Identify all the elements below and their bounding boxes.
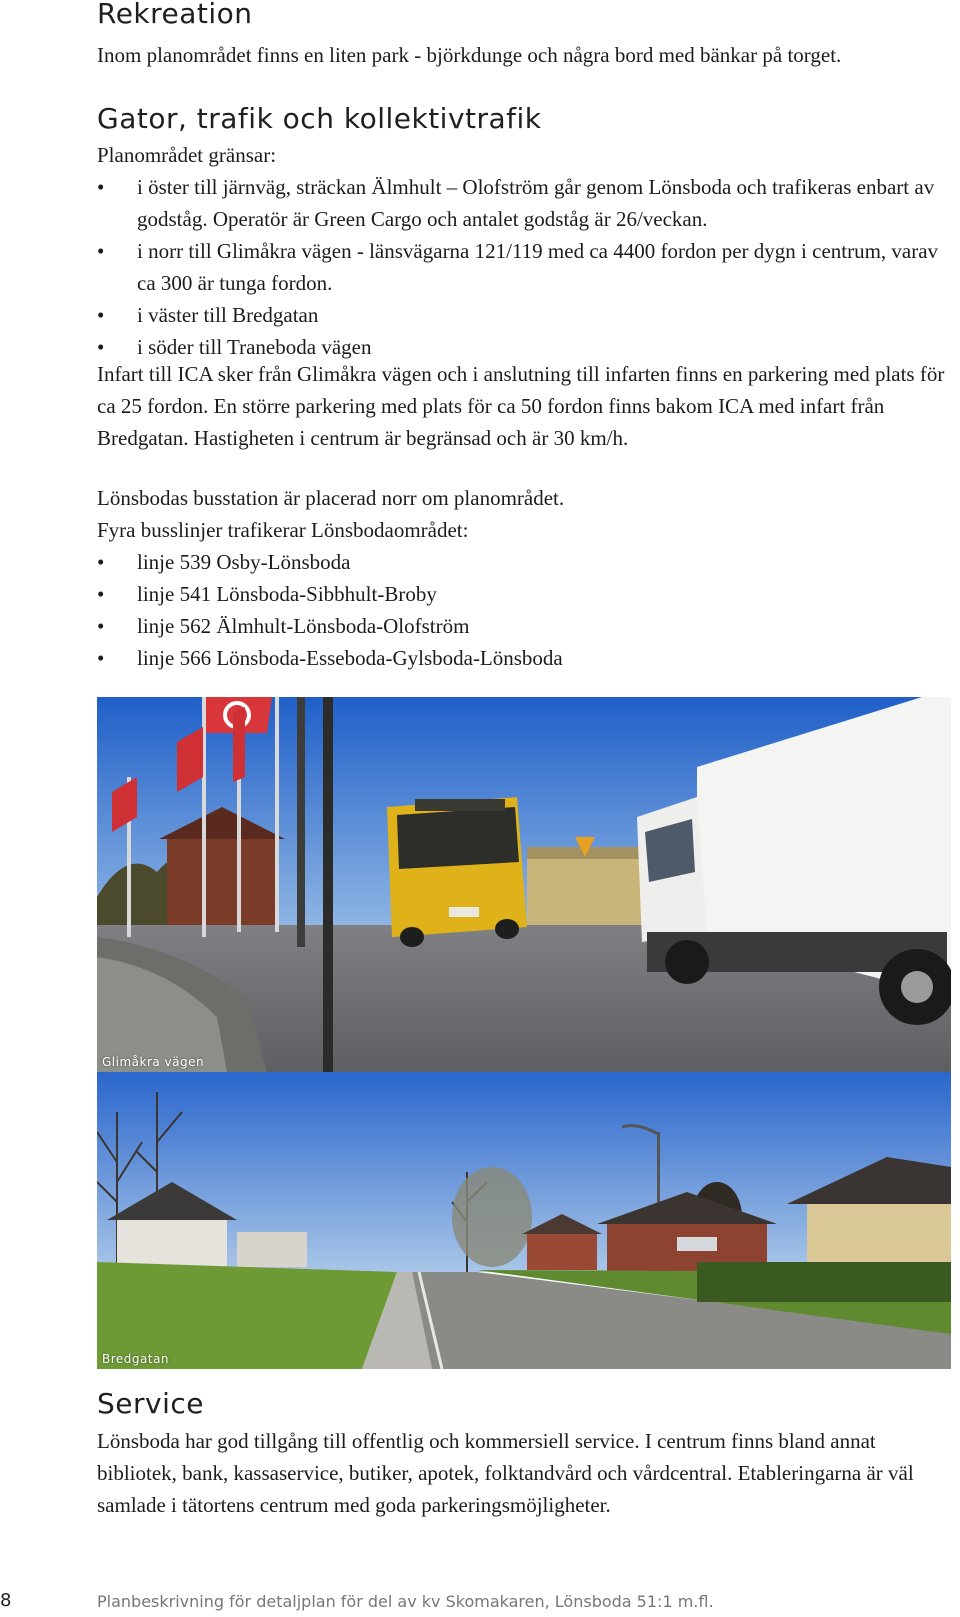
bus-station-text: Lönsbodas busstation är placerad norr om planområdet. (97, 486, 565, 510)
heading-gator: Gator, trafik och kollektivtrafik (97, 102, 542, 135)
border-list (97, 171, 947, 363)
list-item: • i söder till Traneboda vägen (97, 331, 947, 363)
bullet-icon: • (97, 550, 105, 574)
bus-illustration (387, 797, 527, 947)
bullet-icon: • (97, 582, 105, 606)
rekreation-text: Inom planområdet finns en liten park - björkdunge och några bord med bänkar på torget. (97, 43, 842, 67)
bullet-icon: • (97, 303, 105, 327)
photo-caption-bredgatan: Bredgatan (102, 1352, 170, 1366)
bullet-icon: • (97, 335, 105, 359)
list-item: • linje 541 Lönsboda-Sibbhult-Broby (97, 578, 947, 610)
list-item: • linje 539 Osby-Lönsboda (97, 546, 947, 578)
photo-glimakra-vagen (97, 697, 951, 1072)
bullet-icon: • (97, 239, 105, 263)
photo-glimakra-image (97, 697, 951, 1072)
service-text: Lönsboda har god tillgång till offentlig och kommersiell service. I centrum finns bland annat bibliotek, bank, kassaservice, butiker, apotek, folktandvård och vårdcentral. Etableringarna är väl samlade i tätortens centrum med goda parkeringsmöjligheter. (97, 1429, 914, 1517)
parking-text: Infart till ICA sker från Glimåkra vägen och i anslutning till infarten finns en parkering med plats för ca 25 fordon. En större parkering med plats för ca 50 fordon finns bakom ICA med infart från Bredgatan. Hastigheten i centrum är begränsad och är 30 km/h. (97, 362, 945, 450)
heading-service: Service (97, 1387, 204, 1420)
photo-bredgatan-image (97, 1072, 951, 1369)
bus-lines-list (97, 546, 947, 674)
photo-caption-glimakra: Glimåkra vägen (102, 1055, 205, 1069)
bullet-icon: • (97, 646, 105, 670)
list-item: • linje 562 Älmhult-Lönsboda-Olofström (97, 610, 947, 642)
bus-lines-intro: Fyra busslinjer trafikerar Lönsbodaområdet: (97, 518, 469, 542)
page-number: 8 (0, 1590, 12, 1611)
list-item: • i öster till järnväg, sträckan Älmhult – Olofström går genom Lönsboda och trafikeras enbart av godståg. Operatör är Green Cargo och antalet godståg är 26/veckan. (97, 171, 947, 235)
bullet-icon: • (97, 614, 105, 638)
footer-title: Planbeskrivning för detaljplan för del av kv Skomakaren, Lönsboda 51:1 m.fl. (97, 1592, 714, 1611)
heading-rekreation: Rekreation (97, 0, 253, 30)
bullet-icon: • (97, 175, 105, 199)
list-item: • linje 566 Lönsboda-Esseboda-Gylsboda-Lönsboda (97, 642, 947, 674)
photo-bredgatan (97, 1072, 951, 1369)
list-item: • i väster till Bredgatan (97, 299, 947, 331)
list-item: • i norr till Glimåkra vägen - länsvägarna 121/119 med ca 4400 fordon per dygn i centrum, varav ca 300 är tunga fordon. (97, 235, 947, 299)
gator-intro: Planområdet gränsar: (97, 143, 277, 167)
